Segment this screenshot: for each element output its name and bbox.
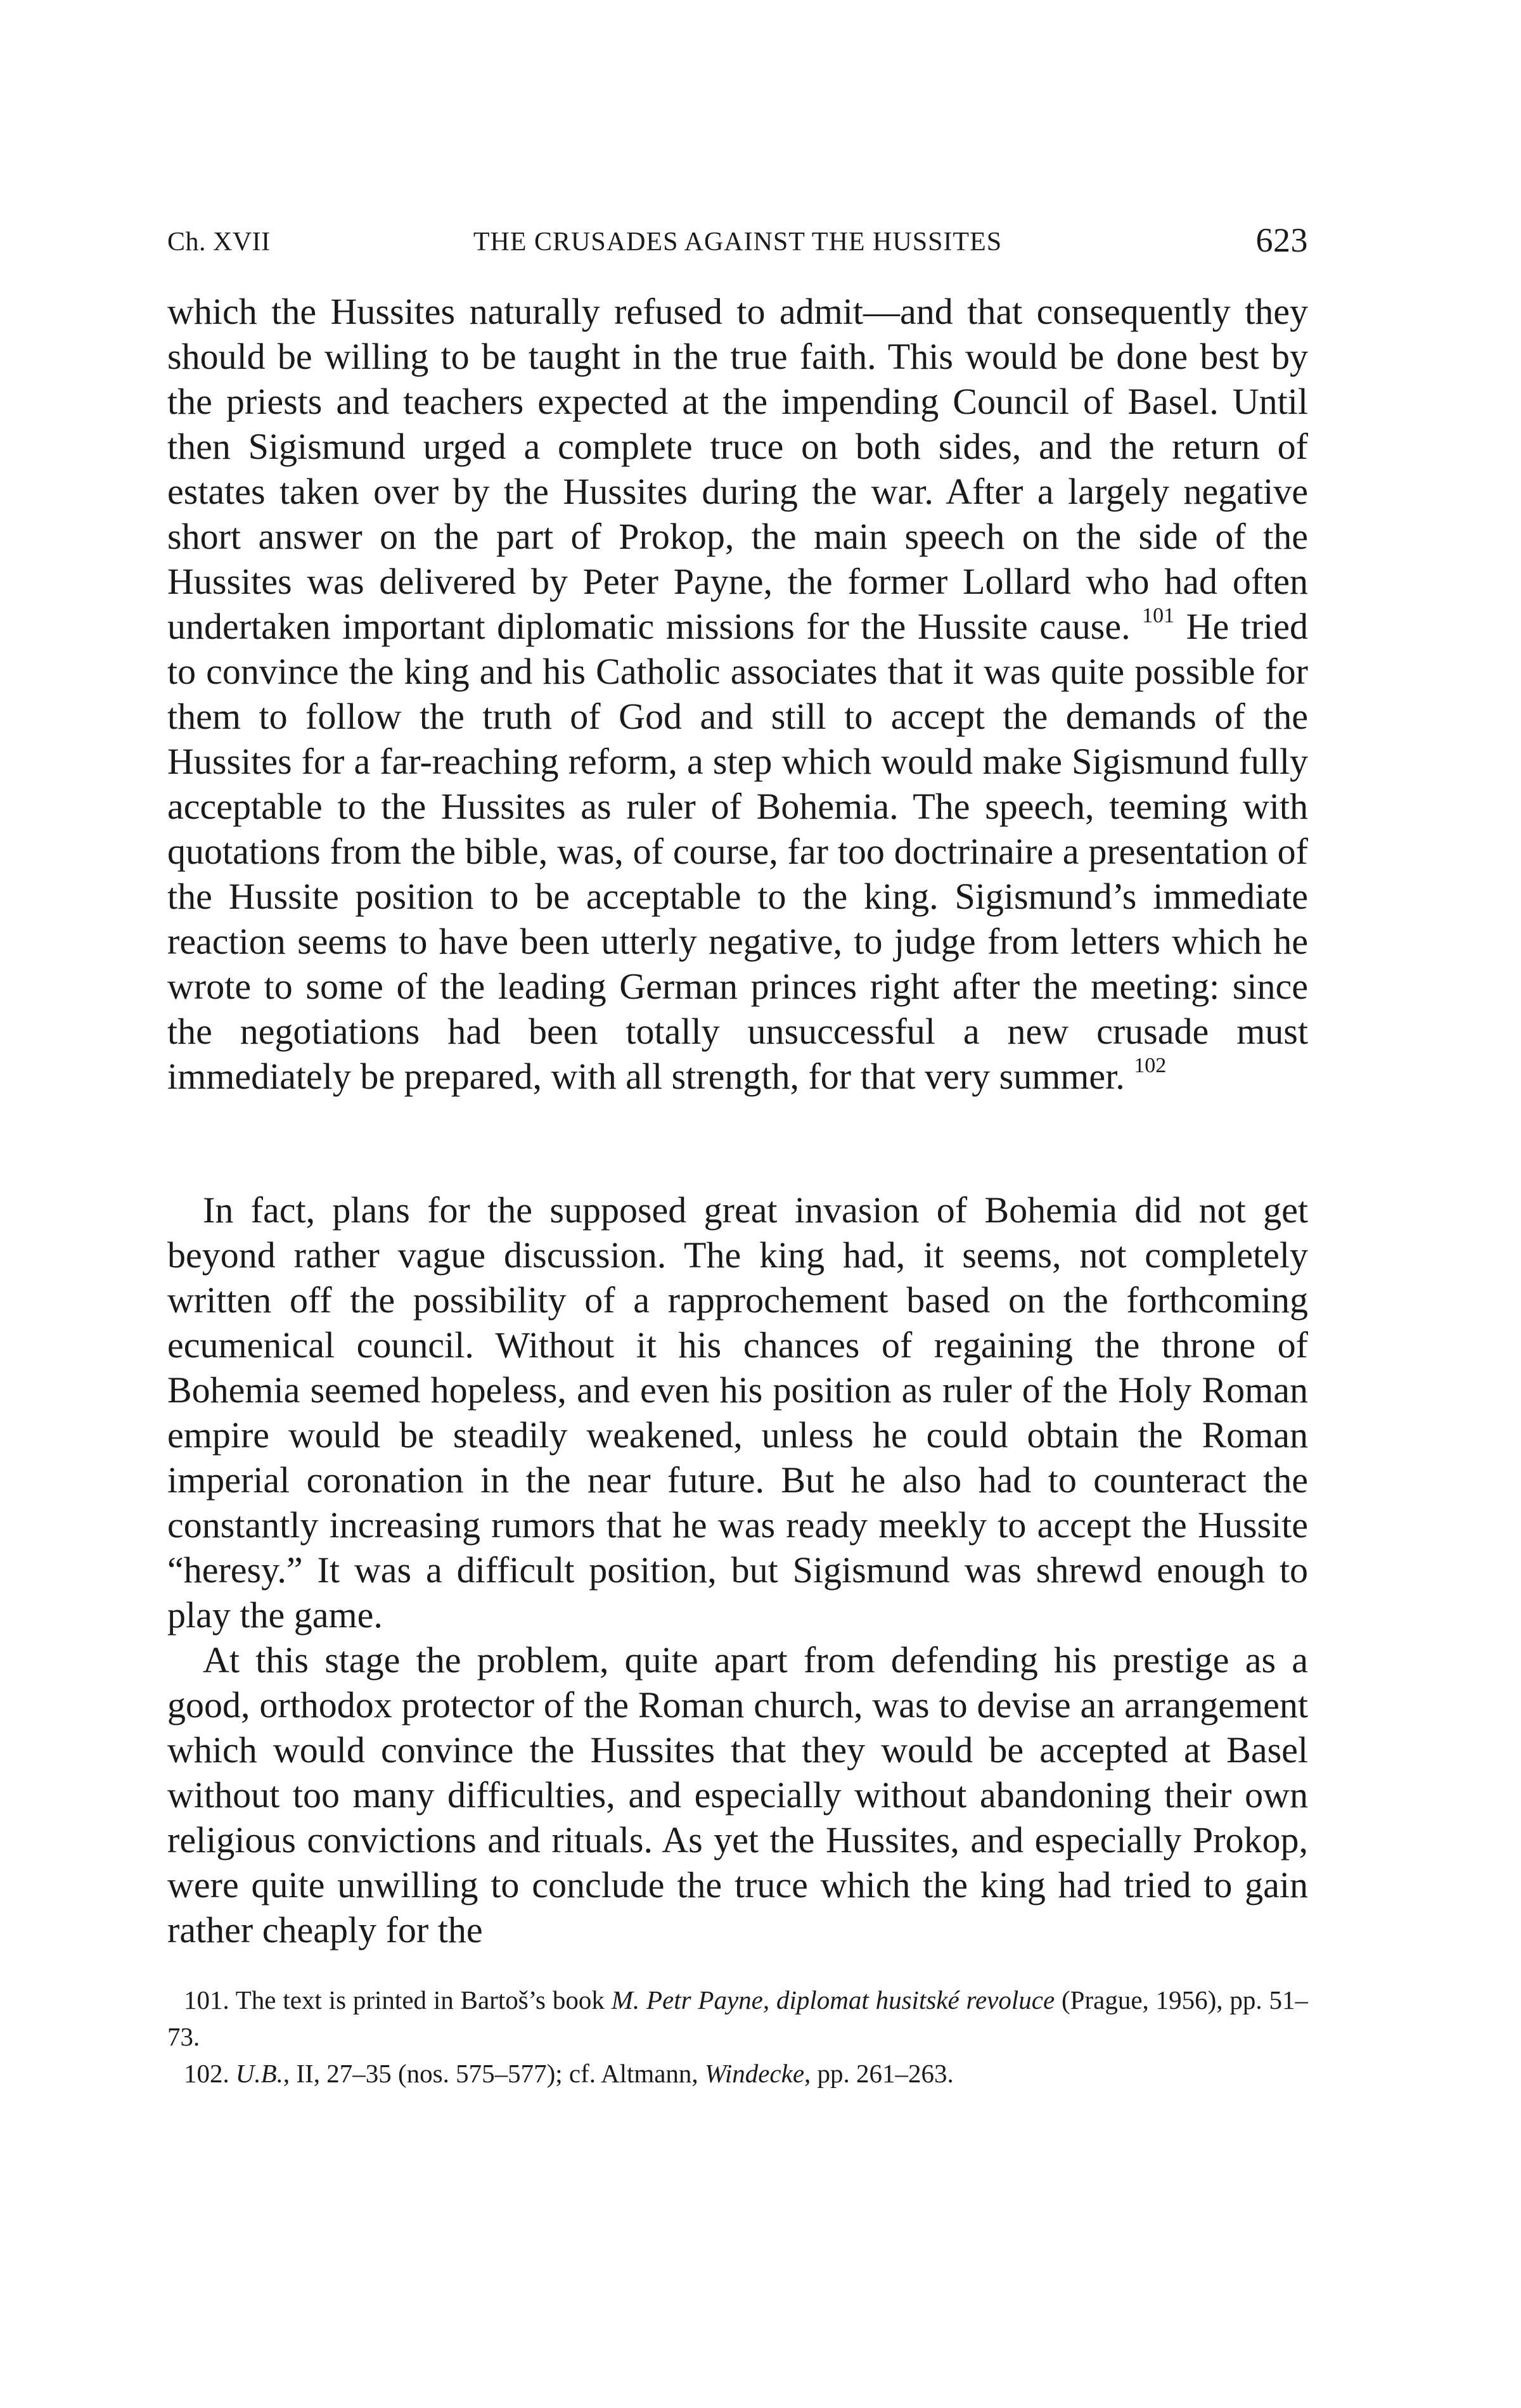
page-number: 623: [1255, 221, 1308, 259]
paragraph: In fact, plans for the supposed great invasion of Bohemia did not get beyond rather vague discussion. The king had, it seems, not completely written off the possibility of a rapprochement based on the forthcoming ecumenical council. Without it his chances of regaining the throne of Bohemia seemed hopeless, and even his position as ruler of the Holy Roman empire would be steadily weakened, unless he could obtain the Roman imperial coronation in the near future. But he also had to counteract the constantly increasing rumors that he was ready meekly to accept the Hussite “heresy.” It was a difficult position, but Sigismund was shrewd enough to play the game.: [167, 1189, 1308, 1636]
footnote-text: , II, 27–35 (nos. 575–577); cf. Altmann,: [283, 2059, 705, 2088]
footnote-number: 101.: [184, 1985, 229, 2014]
footnote-ref-101[interactable]: 101: [1142, 603, 1175, 627]
footnote-102: [167, 2055, 1308, 2092]
running-title: THE CRUSADES AGAINST THE HUSSITES: [473, 227, 1003, 257]
footnote-source: U.B.: [235, 2059, 283, 2088]
paragraph-continued: [167, 289, 1308, 1099]
running-head: [167, 215, 1308, 266]
footnote-book-title: M. Petr Payne, diplomat husitské revoluce: [611, 1985, 1055, 2014]
chapter-label: Ch. XVII: [167, 227, 271, 257]
paragraph: At this stage the problem, quite apart from defending his prestige as a good, orthodox protector of the Roman church, was to devise an arrangement which would convince the Hussites that they would be accepted at Basel without too many difficulties, and especially without abandoning their own religious convictions and rituals. As yet the Hussites, and especially Prokop, were quite unwilling to conclude the truce which the king had tried to gain rather cheaply for the: [167, 1639, 1308, 1950]
book-page: [167, 215, 1308, 2092]
footnote-text: (Prague, 1956), pp. 51–73.: [167, 1985, 1308, 2051]
paragraph-text: which the Hussites naturally refused to admit—and that consequently they should be willing to be taught in the true faith. This would be done best by the priests and teachers expected at the impending Council of Basel. Until then Sigismund urged a complete truce on both sides, and the return of estates taken over by the Hussites during the war. After a largely negative short answer on the part of Prokop, the main speech on the side of the Hussites was delivered by Peter Payne, the former Lollard who had often undertaken important diplomatic missions for the Hussite cause.: [167, 291, 1308, 647]
footnote-101: [167, 1982, 1308, 2055]
footnote-book-title: Windecke: [704, 2059, 805, 2088]
footnote-text: The text is printed in Bartoš’s book: [235, 1985, 612, 2014]
footnotes: [167, 1982, 1308, 2092]
footnote-text: , pp. 261–263.: [804, 2059, 954, 2088]
footnote-ref-102[interactable]: 102: [1134, 1053, 1167, 1077]
paragraph-text: He tried to convince the king and his Catholic associates that it was quite possible for them to follow the truth of God and still to accept the demands of the Hussites for a far-reaching reform, a step which would make Sigismund fully acceptable to the Hussites as ruler of Bohemia. The speech, teeming with quotations from the bible, was, of course, far too doctrinaire a presentation of the Hussite position to be acceptable to the king. Sigismund’s immediate reaction seems to have been utterly negative, to judge from letters which he wrote to some of the leading German princes right after the meeting: since the negotiations had been totally unsuccessful a new crusade must immediately be prepared, with all strength, for that very summer.: [167, 606, 1308, 1097]
body-text: [167, 289, 1308, 1952]
footnote-number: 102.: [184, 2059, 229, 2088]
